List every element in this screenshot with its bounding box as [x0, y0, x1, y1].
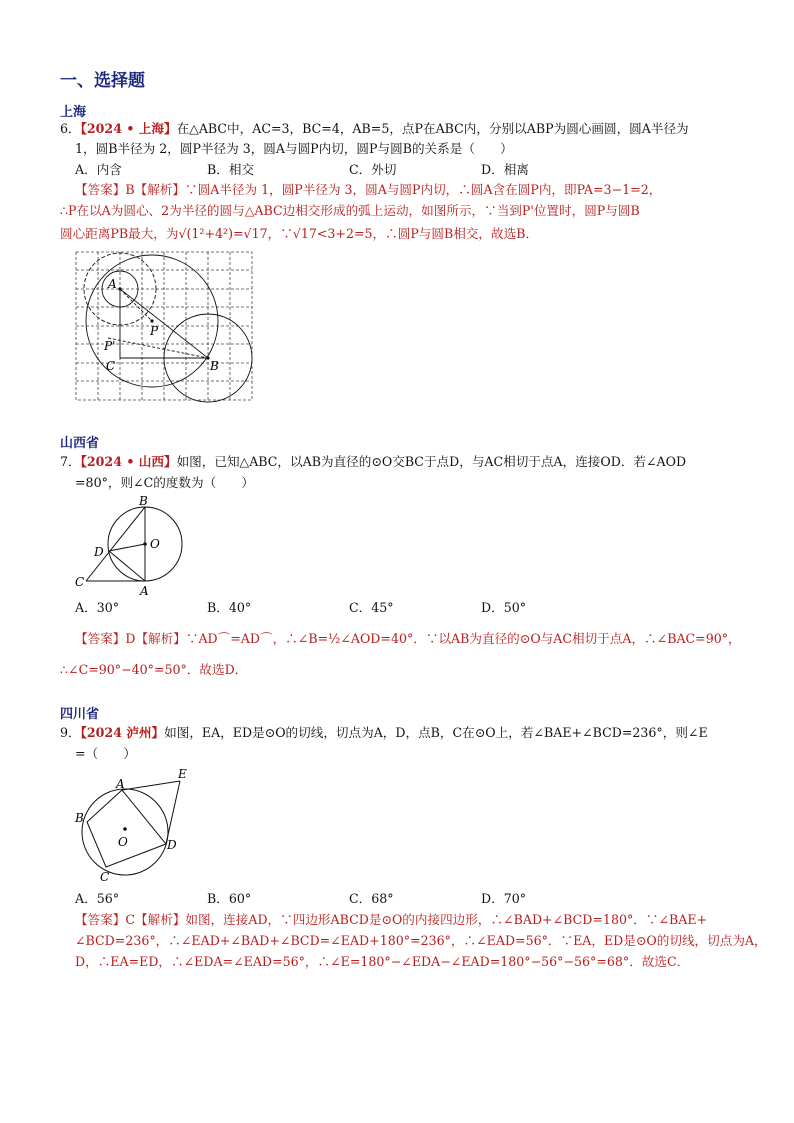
question-stem-line [60, 723, 708, 743]
label-b: B [75, 811, 84, 825]
option-b: B．60° [207, 891, 252, 906]
question-number: 9． [60, 725, 81, 740]
question-stem-line: =80°，则∠C的度数为（ ） [75, 475, 254, 490]
grid [76, 252, 252, 400]
question-stem-text: 在△ABC中，AC=3，BC=4，AB=5，点P在ABC内，分别以ABP为圆心画圆，圆A半径为 [176, 121, 689, 136]
answer-text: ∵圆A半径为 1，圆P半径为 3，圆A与圆P内切，∴圆A含在圆P内，即PA=3−1=2， [185, 182, 662, 197]
figure-q7 [70, 494, 190, 598]
option-b: B．40° [207, 600, 252, 615]
option-d: D．相离 [481, 162, 529, 177]
label-a: A [108, 277, 117, 291]
line-a-p [120, 289, 152, 321]
option-d: D．50° [481, 600, 527, 615]
question-stem-text: 如图，EA，ED是⊙O的切线，切点为A，D，点B，C在⊙O上，若∠BAE+∠BCD=236°，则∠E [164, 725, 708, 740]
label-p: P [150, 324, 159, 338]
label-a: A [116, 777, 125, 791]
region-heading: 四川省 [60, 707, 100, 722]
label-p-prime: P' [104, 339, 116, 353]
option-c: C．外切 [349, 162, 397, 177]
label-b: B [139, 494, 148, 508]
option-c: C．68° [349, 891, 394, 906]
label-a: A [140, 584, 149, 598]
question-source: 【2024 • 山西】 [80, 454, 177, 469]
label-d: D [167, 838, 177, 852]
answer-text: ∵AD⌒=AD⌒，∴∠B=½∠AOD=40°．∵以AB为直径的⊙O与AC相切于点A，∴∠BAC=90°， [185, 631, 741, 646]
label-c: C [100, 870, 110, 884]
answer-line: ∴P在以A为圆心、2为半径的圆与△ABC边相交形成的弧上运动，如图所示，∵当到P'位置时，圆P与圆B [60, 203, 640, 218]
line-pprime-b [108, 338, 208, 358]
circle-o [82, 789, 168, 875]
label-e: E [178, 767, 187, 781]
answer-line [75, 629, 741, 649]
question-stem-text: 如图，已知△ABC，以AB为直径的⊙O交BC于点D，与AC相切于点A，连接OD．若∠AOD [176, 454, 687, 469]
line-cb [86, 507, 145, 581]
question-stem-line [60, 452, 686, 472]
label-o: O [118, 835, 128, 849]
answer-line: 圆心距离PB最大，为√(1²+4²)=√17，∵√17<3+2=5，∴圆P与圆B相交，故选B． [60, 226, 539, 241]
option-a: A．56° [75, 891, 120, 906]
question-number: 7． [60, 454, 81, 469]
answer-line: D，∴EA=ED，∴∠EDA=∠EAD=56°，∴∠E=180°−∠EDA−∠EAD=180°−56°−56°=68°．故选C． [75, 954, 690, 969]
option-b: B．相交 [207, 162, 255, 177]
option-a: A．30° [75, 600, 120, 615]
section-title: 一、选择题 [60, 71, 145, 91]
label-c: C [75, 575, 85, 589]
question-stem-line [60, 119, 689, 139]
question-stem-line: 1，圆B半径为 2，圆P半径为 3，圆A与圆P内切，圆P与圆B的关系是（ ） [75, 141, 513, 156]
answer-tag: 【答案】D【解析】 [75, 631, 186, 646]
option-a: A．内含 [75, 162, 122, 177]
label-b: B [210, 359, 219, 373]
answer-tag: 【答案】C【解析】 [75, 912, 186, 927]
answer-text: 如图，连接AD，∵四边形ABCD是⊙O的内接四边形，∴∠BAD+∠BCD=180°．∵∠BAE+ [185, 912, 708, 927]
tangent-ed [166, 781, 180, 844]
question-number: 6． [60, 121, 81, 136]
answer-line: ∴∠C=90°−40°=50°．故选D． [60, 662, 248, 677]
answer-line [75, 180, 661, 200]
label-c: C [106, 359, 116, 373]
tangent-ea [122, 781, 180, 790]
option-d: D．70° [481, 891, 527, 906]
answer-tag: 【答案】B【解析】 [75, 182, 186, 197]
answer-line: ∠BCD=236°，∴∠EAD+∠BAD+∠BCD=∠EAD+180°=236°，∴∠EAD=56°．∵EA，ED是⊙O的切线，切点为A， [75, 933, 767, 948]
label-o: O [150, 537, 160, 551]
answer-line [75, 910, 707, 930]
question-source: 【2024 • 上海】 [80, 121, 177, 136]
question-stem-line: =（ ） [75, 746, 136, 761]
label-d: D [94, 545, 104, 559]
figure-q6 [70, 246, 260, 408]
figure-q9 [70, 764, 200, 886]
question-source: 【2024 泸州】 [80, 725, 165, 740]
region-heading: 上海 [60, 105, 87, 120]
region-heading: 山西省 [60, 436, 100, 451]
option-c: C．45° [349, 600, 394, 615]
